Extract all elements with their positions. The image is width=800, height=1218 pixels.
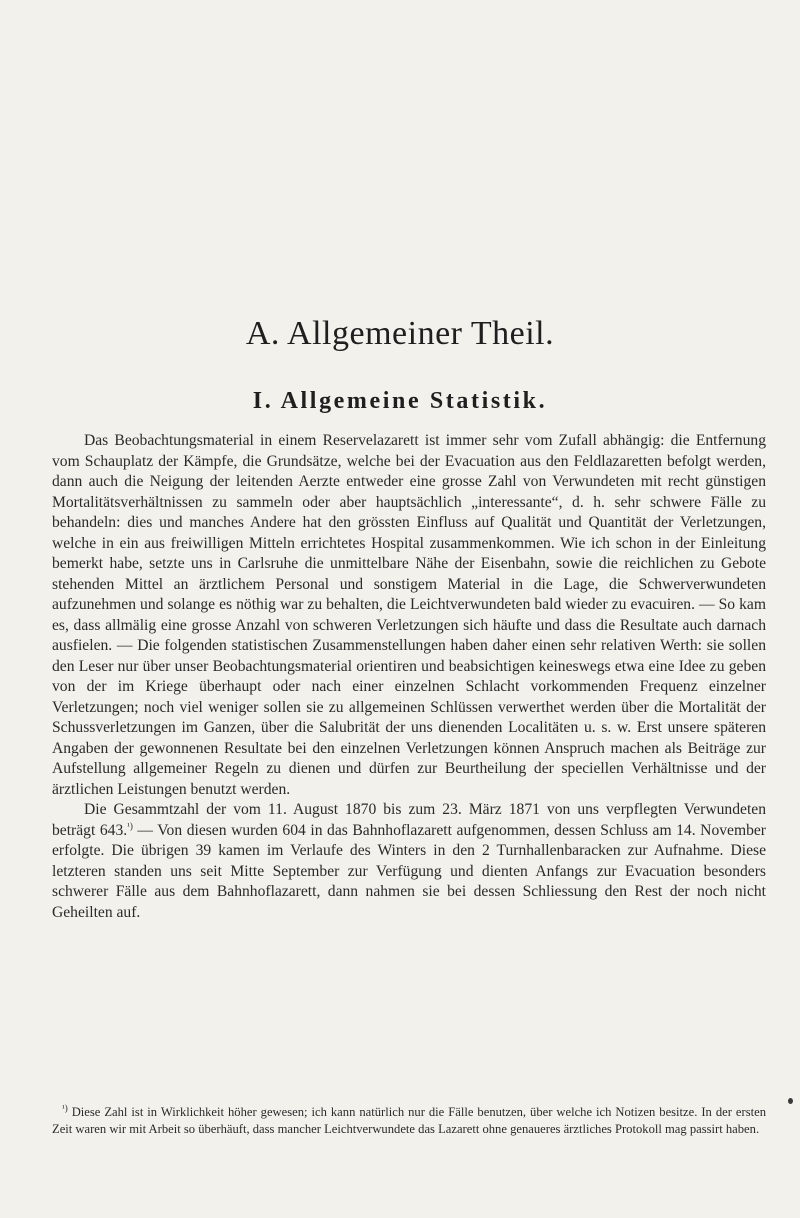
part-heading: A. Allgemeiner Theil. [245,315,555,352]
footnotes [52,1104,766,1138]
footnote-reference: ¹) [127,820,133,831]
paragraph-1: Das Beobachtungsmaterial in einem Reservelazarett ist immer sehr vom Zufall abhängig: die Entfernung vom Schauplatz der Kämpfe, die Grundsätze, welche bei der Evacuation aus den Feldlazaretten befolgt werden, dann auch die Neigung der leitenden Aerzte entweder eine grosse Zahl von Verwundeten mit recht günstigen Mortalitätsverhältnissen zu sammeln oder aber hauptsächlich „interessante“, d. h. sehr schwere Fälle zu behandeln: dies und manches Andere hat den grössten Einfluss auf Qualität und Quantität der Verletzungen, welche in ein aus freiwilligen Mitteln errichtetes Hospital zusammenkommen. Wie ich schon in der Einleitung bemerkt habe, setzte uns in Carlsruhe die unmittelbare Nähe der Eisenbahn, sowie die reichlichen zu Gebote stehenden Mittel an ärztlichem Personal und sonstigem Material in die Lage, die Schwerverwundeten aufzunehmen und solange es nöthig war zu behalten, die Leichtverwundeten bald wieder zu evacuiren. — So kam es, dass allmälig eine grosse Anzahl von schweren Verletzungen sich häufte und dass die Resultate auch darnach ausfielen. — Die folgenden statistischen Zusammenstellungen haben daher einen sehr relativen Werth: sie sollen den Leser nur über unser Beobachtungsmaterial orientiren und beabsichtigen keineswegs etwa eine Idee zu geben von der im Kriege überhaupt oder nach einer einzelnen Schlacht vorkommenden Frequenz einzelner Verletzungen; noch viel weniger sollen sie zu allgemeinen Schlüssen verwerthet werden über die Mortalität der Schussverletzungen im Ganzen, über die Salubrität der uns dienenden Localitäten u. s. w. Erst unsere späteren Angaben der gewonnenen Resultate bei den einzelnen Verletzungen können Anspruch machen als Beiträge zur Aufstellung allgemeiner Regeln zu dienen und dürfen zur Beurtheilung der speciellen Verhältnisse und der ärztlichen Leistungen benutzt werden. [52,432,766,798]
paragraph-2-continuation: — Von diesen wurden 604 in das Bahnhoflazarett aufgenommen, dessen Schluss am 14. November erfolgte. Die übrigen 39 kamen im Verlaufe des Winters in den 2 Turnhallenbaracken zur Aufnahme. Diese letzteren standen uns seit Mitte September zur Verfügung und dienten Anfangs zur Evacuation besonders schwerer Fälle aus dem Bahnhoflazarett, dann nahmen sie bei dessen Schliessung den Rest der noch nicht Geheilten auf. [52,821,766,921]
section-heading: I. Allgemeine Statistik. [252,388,548,414]
body-text [52,431,766,923]
footnote-marker: ¹) [62,1102,68,1113]
paragraph-2 [52,800,766,923]
paragraph-2-sentence: Die Gesammtzahl der vom 11. August 1870 bis zum 23. März 1871 von uns verpflegten Verwundeten beträgt 643. [52,801,766,839]
footnote-text: Diese Zahl ist in Wirklichkeit höher gewesen; ich kann natürlich nur die Fälle benutzen, über welche ich Notizen besitze. In der ersten Zeit waren wir mit Arbeit so überhäuft, dass mancher Leichtverwundete das Lazarett ohne genaueres ärztliches Protokoll mag passirt haben. [52,1105,766,1136]
ink-spot [788,1098,793,1104]
footnote-1 [52,1104,766,1138]
